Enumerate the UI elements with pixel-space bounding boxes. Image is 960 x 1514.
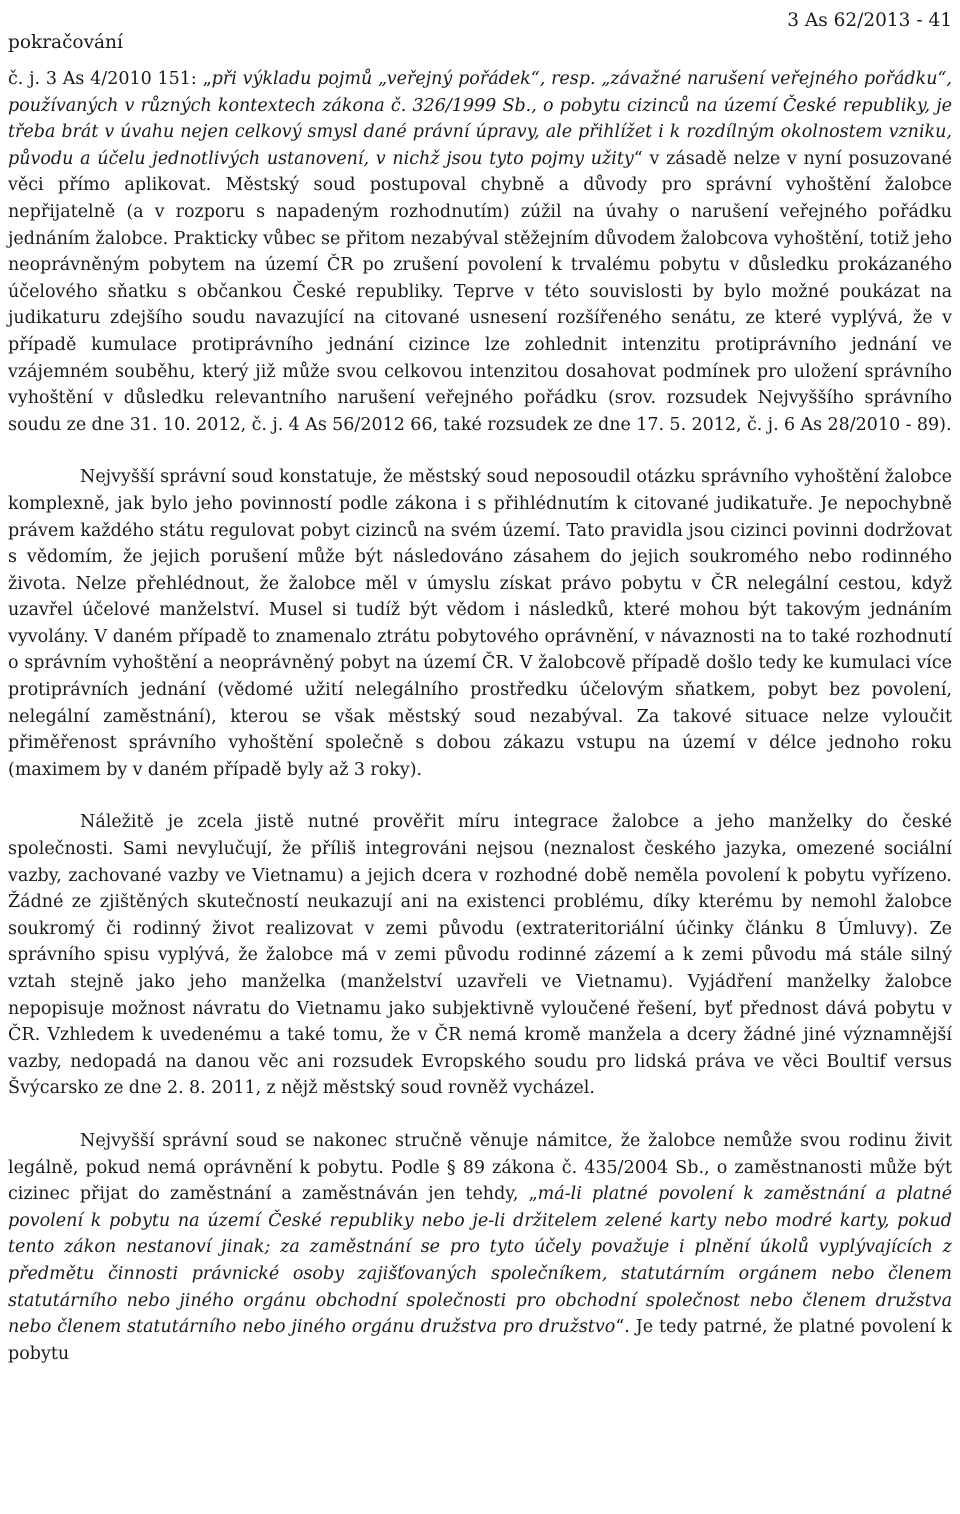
paragraph-1-text-start: č. j. 3 As 4/2010 151: „ [8,69,212,89]
paragraph-4 [8,1128,952,1367]
paragraph-1-text-end: “ v zásadě nelze v nyní posuzované věci přímo aplikovat. Městský soud postupoval chybně a důvody pro správní vyhoštění žalobce nepřijatelně (a v rozporu s napadeným rozhodnutím) zúžil na úvahy o narušení veřejného pořádku jednáním žalobce. Prakticky vůbec se přitom nezabýval stěžejním důvodem žalobcova vyhoštění, totiž jeho neoprávněným pobytem na území ČR po zrušení povolení k trvalému pobytu v důsledku prokázaného účelového sňatku s občankou České republiky. Teprve v této souvislosti by bylo možné poukázat na judikaturu zdejšího soudu navazující na citované usnesení rozšířeného senátu, ze které vyplývá, že v případě kumulace protiprávního jednání cizince lze zohlednit intenzitu protiprávního jednání ve vzájemném souběhu, který již může svou celkovou intenzitou dosahovat podmínek pro uložení správního vyhoštění v důsledku relevantního narušení veřejného pořádku (srov. rozsudek Nejvyššího správního soudu ze dne 31. 10. 2012, č. j. 4 As 56/2012 66, také rozsudek ze dne 17. 5. 2012, č. j. 6 As 28/2010 - 89). [8,148,952,435]
paragraph-3: Náležitě je zcela jistě nutné prověřit míru integrace žalobce a jeho manželky do české společnosti. Sami nevylučují, že příliš integrováni nejsou (neznalost českého jazyka, omezené sociální vazby, zachované vazby ve Vietnamu) a jejich dcera v rozhodné době neměla povolení k pobytu vyřízeno. Žádné ze zjištěných skutečností neukazují ani na existenci problému, díky kterému by nemohl žalobce soukromý či rodinný život realizovat v zemi původu (extrateritoriální účinky článku 8 Úmluvy). Ze správního spisu vyplývá, že žalobce má v zemi původu rodinné zázemí a k zemi původu má stále silný vztah stejně jako jeho manželka (manželství uzavřeli ve Vietnamu). Vyjádření manželky žalobce nepopisuje možnost návratu do Vietnamu jako subjektivně vyloučené řešení, byť přednost dává pobytu v ČR. Vzhledem k uvedenému a také tomu, že v ČR nemá kromě manžela a dcery žádné jiné významnější vazby, nedopadá na danou věc ani rozsudek Evropského soudu pro lidská práva ve věci Boultif versus Švýcarsko ze dne 2. 8. 2011, z nějž městský soud rovněž vycházel. [8,812,952,1099]
paragraph-1 [8,66,952,438]
case-number: 3 As 62/2013 - 41 [787,10,952,31]
continuation-label: pokračování [8,32,123,53]
paragraph-4-text-start: Nejvyšší správní soud se nakonec stručně věnuje námitce, že žalobce nemůže svou rodinu živit legálně, pokud nemá oprávnění k pobytu. Podle § 89 zákona č. 435/2004 Sb., o zaměstnanosti může být cizinec přijat do zaměstnání a zaměstnáván jen tehdy, „ [8,1130,952,1205]
paragraph-4-quote: má-li platné povolení k zaměstnání a platné povolení k pobytu na území České republiky nebo je-li držitelem zelené karty nebo modré karty, pokud tento zákon nestanoví jinak; za zaměstnání se pro tyto účely považuje i plnění úkolů vyplývajících z předmětu činnosti právnické osoby zajišťovaných společníkem, statutárním orgánem nebo členem statutárního nebo jiného orgánu obchodní společnosti pro obchodní společnost nebo členem družstva nebo členem statutárního nebo jiného orgánu družstva pro družstvo [8,1184,952,1338]
paragraph-4-text-end: “. Je tedy patrné, že platné povolení k pobytu [8,1317,952,1364]
paragraph-2: Nejvyšší správní soud konstatuje, že městský soud neposoudil otázku správního vyhoštění žalobce komplexně, jak bylo jeho povinností podle zákona i s přihlédnutím k citované judikatuře. Je nepochybně právem každého státu regulovat pobyt cizinců na svém území. Tato pravidla jsou cizinci povinni dodržovat s vědomím, že jejich porušení může být následováno zásahem do jejich soukromého nebo rodinného života. Nelze přehlédnout, že žalobce měl v úmyslu získat právo pobytu v ČR nelegální cestou, když uzavřel účelové manželství. Musel si tudíž být vědom i následků, které mohou být takovým jednáním vyvolány. V daném případě to znamenalo ztrátu pobytového oprávnění, v návaznosti na to také rozhodnutí o správním vyhoštění a neoprávněný pobyt na území ČR. V žalobcově případě došlo tedy ke kumulaci více protiprávních jednání (vědomé užití nelegálního prostředku účelovým sňatkem, pobyt bez povolení, nelegální zaměstnání), kterou se však městský soud nezabýval. Za takové situace nelze vyloučit přiměřenost správního vyhoštění společně s dobou zákazu vstupu na území v délce jednoho roku (maximem by v daném případě byly až 3 roky). [8,467,952,780]
page-header [8,10,952,60]
paragraph-1-quote: při výkladu pojmů „veřejný pořádek“, resp. „závažné narušení veřejného pořádku“, používaných v různých kontextech zákona č. 326/1999 Sb., o pobytu cizinců na území České republiky, je třeba brát v úvahu nejen celkový smysl dané právní úpravy, ale přihlížet i k rozdílným okolnostem vzniku, původu a účelu jednotlivých ustanovení, v nichž jsou tyto pojmy užity [8,69,952,169]
document-body [8,66,952,1367]
